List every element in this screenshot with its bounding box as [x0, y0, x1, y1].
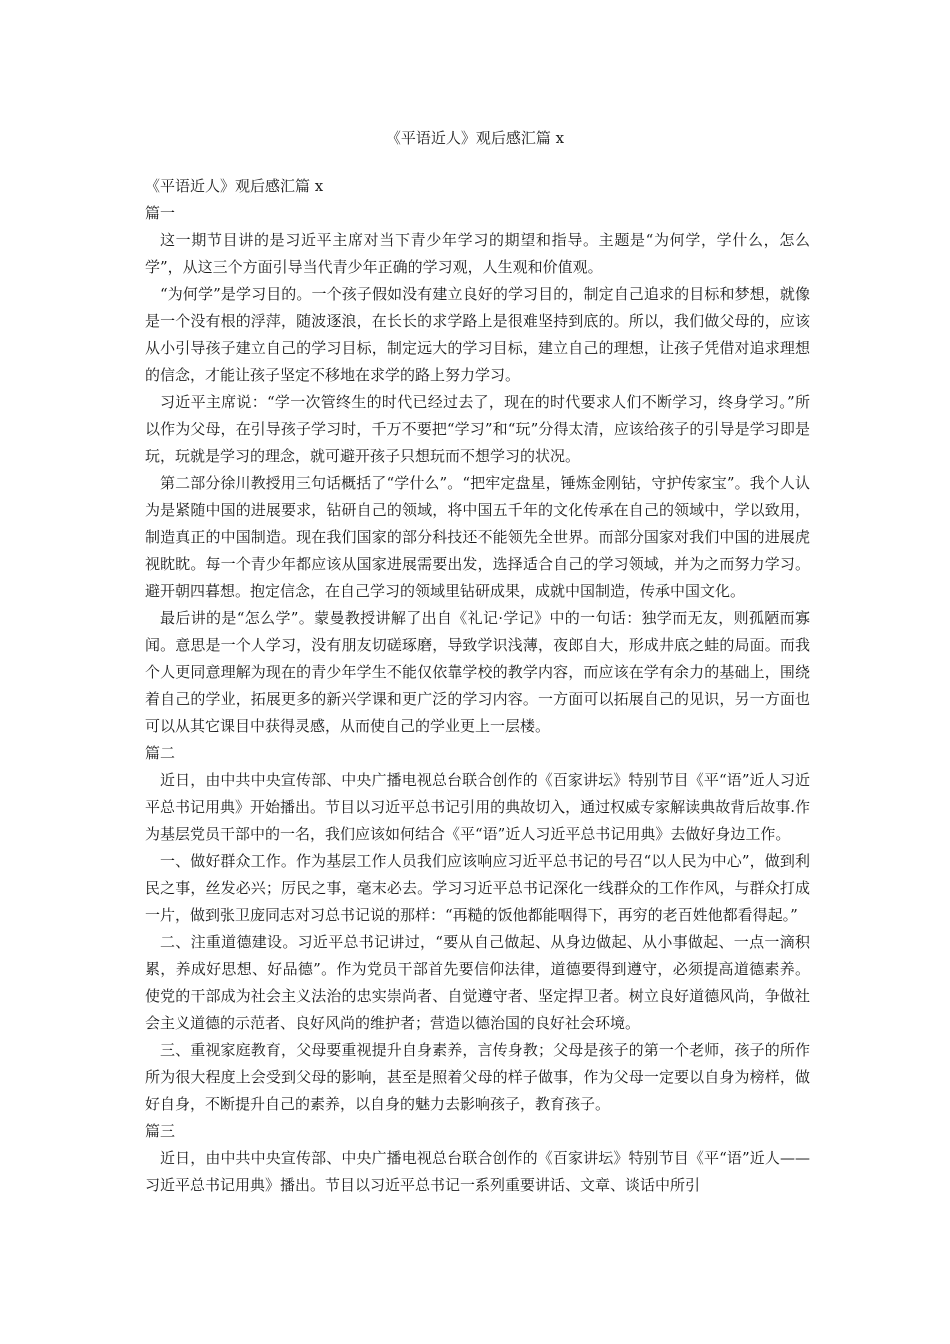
- paragraph: 三、重视家庭教育，父母要重视提升自身素养，言传身教；父母是孩子的第一个老师，孩子的所作所为很大程度上会受到父母的影响，甚至是照着父母的样子做事，作为父母一定要以自身为榜样，做好自身，不断提升自己的素养，以自身的魅力去影响孩子，教育孩子。: [145, 1041, 810, 1113]
- paragraph: 第二部分徐川教授用三句话概括了“学什么”。“把牢定盘星，锤炼金刚钻，守护传家宝”。我个人认为是紧随中国的进展要求，钻研自己的领域，将中国五千年的文化传承在自己的领域中，学以致用，制造真正的中国制造。现在我们国家的部分科技还不能领先全世界。而部分国家对我们中国的进展虎视眈眈。每一个青少年都应该从国家进展需要出发，选择适合自己的学习领域，并为之而努力学习。避开朝四暮想。抱定信念，在自己学习的领域里钻研成果，成就中国制造，传承中国文化。: [145, 474, 810, 600]
- paragraph: 近日，由中共中央宣传部、中央广播电视总台联合创作的《百家讲坛》特别节目《平“语”近人习近平总书记用典》开始播出。节目以习近平总书记引用的典故切入，通过权威专家解读典故背后故事.作为基层党员干部中的一名，我们应该如何结合《平“语”近人习近平总书记用典》去做好身边工作。: [145, 771, 810, 843]
- paragraph: 习近平主席说：“学一次管终生的时代已经过去了，现在的时代要求人们不断学习，终身学习。”所以作为父母，在引导孩子学习时，千万不要把“学习”和“玩”分得太清，应该给孩子的引导是学习即是玩，玩就是学习的理念，就可避开孩子只想玩而不想学习的状况。: [145, 393, 810, 465]
- document-subtitle: 《平语近人》观后感汇篇 x: [145, 177, 324, 195]
- section-heading-2: 篇二: [145, 744, 176, 762]
- paragraph: 最后讲的是“怎么学”。蒙曼教授讲解了出自《礼记·学记》中的一句话：独学而无友，则孤陋而寡闻。意思是一个人学习，没有朋友切磋琢磨，导致学识浅薄，夜郎自大，形成井底之蛙的局面。而我个人更同意理解为现在的青少年学生不能仅依靠学校的教学内容，而应该在学有余力的基础上，围绕着自己的学业，拓展更多的新兴学课和更广泛的学习内容。一方面可以拓展自己的见识，另一方面也可以从其它课目中获得灵感，从而使自己的学业更上一层楼。: [145, 609, 810, 735]
- paragraph: 这一期节目讲的是习近平主席对当下青少年学习的期望和指导。主题是“为何学，学什么，怎么学”，从这三个方面引导当代青少年正确的学习观，人生观和价值观。: [145, 231, 810, 276]
- paragraph: “为何学”是学习目的。一个孩子假如没有建立良好的学习目的，制定自己追求的目标和梦想，就像是一个没有根的浮萍，随波逐浪，在长长的求学路上是很难坚持到底的。所以，我们做父母的，应该从小引导孩子建立自己的学习目标，制定远大的学习目标，建立自己的理想，让孩子凭借对追求理想的信念，才能让孩子坚定不移地在求学的路上努力学习。: [145, 285, 810, 384]
- page-title: 《平语近人》观后感汇篇 x: [385, 129, 565, 147]
- paragraph: 二、注重道德建设。习近平总书记讲过，“要从自己做起、从身边做起、从小事做起、一点一滴积累，养成好思想、好品德”。作为党员干部首先要信仰法律，道德要得到遵守，必须提高道德素养。使党的干部成为社会主义法治的忠实崇尚者、自觉遵守者、坚定捍卫者。树立良好道德风尚，争做社会主义道德的示范者、良好风尚的维护者；营造以德治国的良好社会环境。: [145, 933, 810, 1032]
- paragraph: 一、做好群众工作。作为基层工作人员我们应该响应习近平总书记的号召“以人民为中心”，做到利民之事，丝发必兴；厉民之事，毫末必去。学习习近平总书记深化一线群众的工作作风，与群众打成一片，做到张卫庞同志对习总书记说的那样：“再糙的饭他都能咽得下，再穷的老百姓他都看得起。”: [145, 852, 810, 924]
- section-heading-3: 篇三: [145, 1122, 176, 1140]
- document-body: [145, 173, 810, 1199]
- section-heading-1: 篇一: [145, 204, 176, 222]
- paragraph: 近日，由中共中央宣传部、中央广播电视总台联合创作的《百家讲坛》特别节目《平“语”近人——习近平总书记用典》播出。节目以习近平总书记一系列重要讲话、文章、谈话中所引: [145, 1149, 810, 1194]
